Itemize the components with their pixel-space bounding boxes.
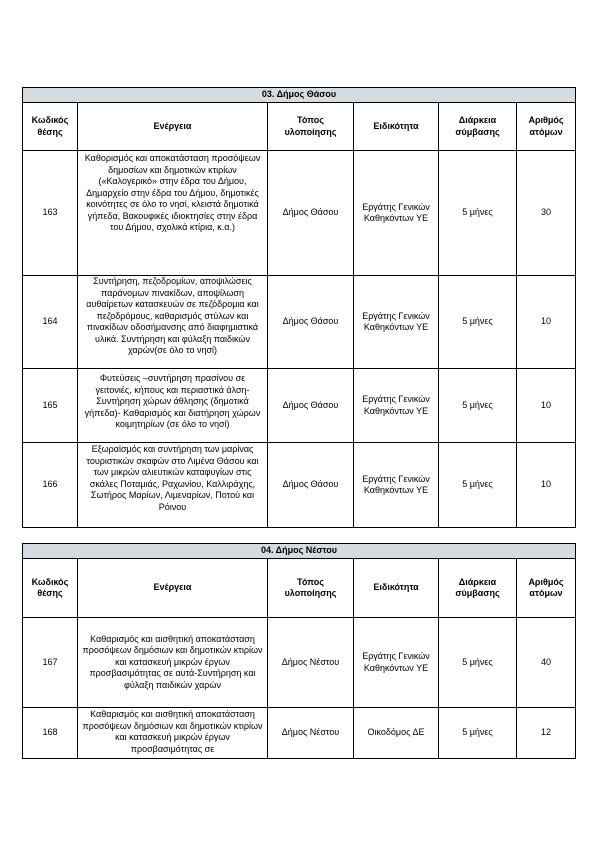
cell-duration: 5 μήνες (439, 276, 517, 369)
cell-action: Φυτεύσεις –συντήρηση πρασίνου σε γειτονιές, κήπους και περιαστικά άλση- Συντήρηση χώρων άθλησης (δημοτικά γήπεδα)- Καθαρισμός και διατήρηση χώρων κοιμητηρίων (σε όλο το νησί) (78, 369, 268, 443)
cell-specialty: Εργάτης Γενικών Καθηκόντων ΥΕ (354, 369, 439, 443)
header-place: Τόπος υλοποίησης (268, 559, 354, 618)
header-place: Τόπος υλοποίησης (268, 103, 354, 151)
cell-specialty: Εργάτης Γενικών Καθηκόντων ΥΕ (354, 151, 439, 276)
cell-specialty: Οικοδόμος ΔΕ (354, 708, 439, 759)
table-thasos (22, 87, 576, 528)
table-nestos (22, 543, 576, 759)
cell-place: Δήμος Θάσου (268, 443, 354, 528)
cell-place: Δήμος Θάσου (268, 369, 354, 443)
header-code: Κωδικός θέσης (23, 103, 78, 151)
header-specialty: Ειδικότητα (354, 559, 439, 618)
cell-persons: 10 (517, 443, 576, 528)
table-row (23, 151, 576, 276)
cell-code: 168 (23, 708, 78, 759)
cell-specialty: Εργάτης Γενικών Καθηκόντων ΥΕ (354, 443, 439, 528)
header-specialty: Ειδικότητα (354, 103, 439, 151)
header-action: Ενέργεια (78, 103, 268, 151)
cell-persons: 30 (517, 151, 576, 276)
cell-code: 167 (23, 618, 78, 708)
header-code: Κωδικός θέσης (23, 559, 78, 618)
cell-code: 165 (23, 369, 78, 443)
cell-action: Καθορισμός και αποκατάσταση προσόψεων δημοσίων και δημοτικών κτιρίων («Καλογερικό» στην έδρα του Δήμου, Δημαρχείο στην έδρα του Δήμου, δημοτικές κοινότητες σε όλο το νησί, κλειστά δημοτικά γήπεδα, Βακουφικές ιδιοκτησίες στην έδρα του Δήμου, σχολικά κτίρια, κ.α.) (78, 151, 268, 276)
cell-specialty: Εργάτης Γενικών Καθηκόντων ΥΕ (354, 618, 439, 708)
cell-action: Καθαρισμός και αισθητική αποκατάσταση προσόψεων δημόσιων και δημοτικών κτιρίων και κατασκευή μικρών έργων προσβασιμότητας σε αυτά-Συντήρηση και φύλαξη παιδικών χαρών (78, 618, 268, 708)
header-duration: Διάρκεια σύμβασης (439, 559, 517, 618)
cell-action-wrap (78, 708, 268, 759)
cell-action: Καθαρισμός και αισθητική αποκατάσταση προσόψεων δημόσιων και δημοτικών κτιρίων και κατασκευή μικρών έργων προσβασιμότητας σε (82, 709, 263, 754)
table-row (23, 276, 576, 369)
cell-code: 166 (23, 443, 78, 528)
cell-code: 164 (23, 276, 78, 369)
cell-persons: 12 (517, 708, 576, 759)
cell-action: Εξωραϊσμός και συντήρηση των μαρίνας τουριστικών σκαφών στο Λιμένα Θάσου και των μικρών αλιευτικών καταφυγίων στις σκάλες Ποταμιάς, Ραχωνίου, Καλλιράχης, Σωτήρος Μαρίων, Λιμεναρίων, Ποτού και Ρόινου (86, 444, 259, 512)
cell-persons: 10 (517, 276, 576, 369)
cell-place: Δήμος Νέστου (268, 618, 354, 708)
cell-action-wrap (78, 276, 268, 369)
header-persons: Αριθμός ατόμων (517, 103, 576, 151)
section-title: 04. Δήμος Νέστου (23, 544, 576, 559)
cell-code: 163 (23, 151, 78, 276)
cell-duration: 5 μήνες (439, 708, 517, 759)
cell-place: Δήμος Θάσου (268, 276, 354, 369)
table-row (23, 618, 576, 708)
table-row (23, 369, 576, 443)
cell-action-wrap (78, 443, 268, 528)
cell-place: Δήμος Θάσου (268, 151, 354, 276)
header-persons: Αριθμός ατόμων (517, 559, 576, 618)
cell-duration: 5 μήνες (439, 618, 517, 708)
cell-persons: 10 (517, 369, 576, 443)
cell-duration: 5 μήνες (439, 369, 517, 443)
table-row (23, 443, 576, 528)
cell-persons: 40 (517, 618, 576, 708)
header-duration: Διάρκεια σύμβασης (439, 103, 517, 151)
cell-place: Δήμος Νέστου (268, 708, 354, 759)
section-title: 03. Δήμος Θάσου (23, 88, 576, 103)
cell-duration: 5 μήνες (439, 443, 517, 528)
cell-specialty: Εργάτης Γενικών Καθηκόντων ΥΕ (354, 276, 439, 369)
cell-duration: 5 μήνες (439, 151, 517, 276)
header-action: Ενέργεια (78, 559, 268, 618)
table-row (23, 708, 576, 759)
cell-action: Συντήρηση, πεζοδρομίων, αποψιλώσεις παράνομων πινακίδων, αποψίλωση αυθαίρετων κατασκευών σε πεζόδρομια και πεζοδρόμους, καθαρισμός στύλων και πινακίδων οδοσήμανσης από διαφημιστικά υλικά. Συντήρηση και φύλαξη παιδικών χαρών(σε όλο το νησί) (86, 276, 259, 355)
